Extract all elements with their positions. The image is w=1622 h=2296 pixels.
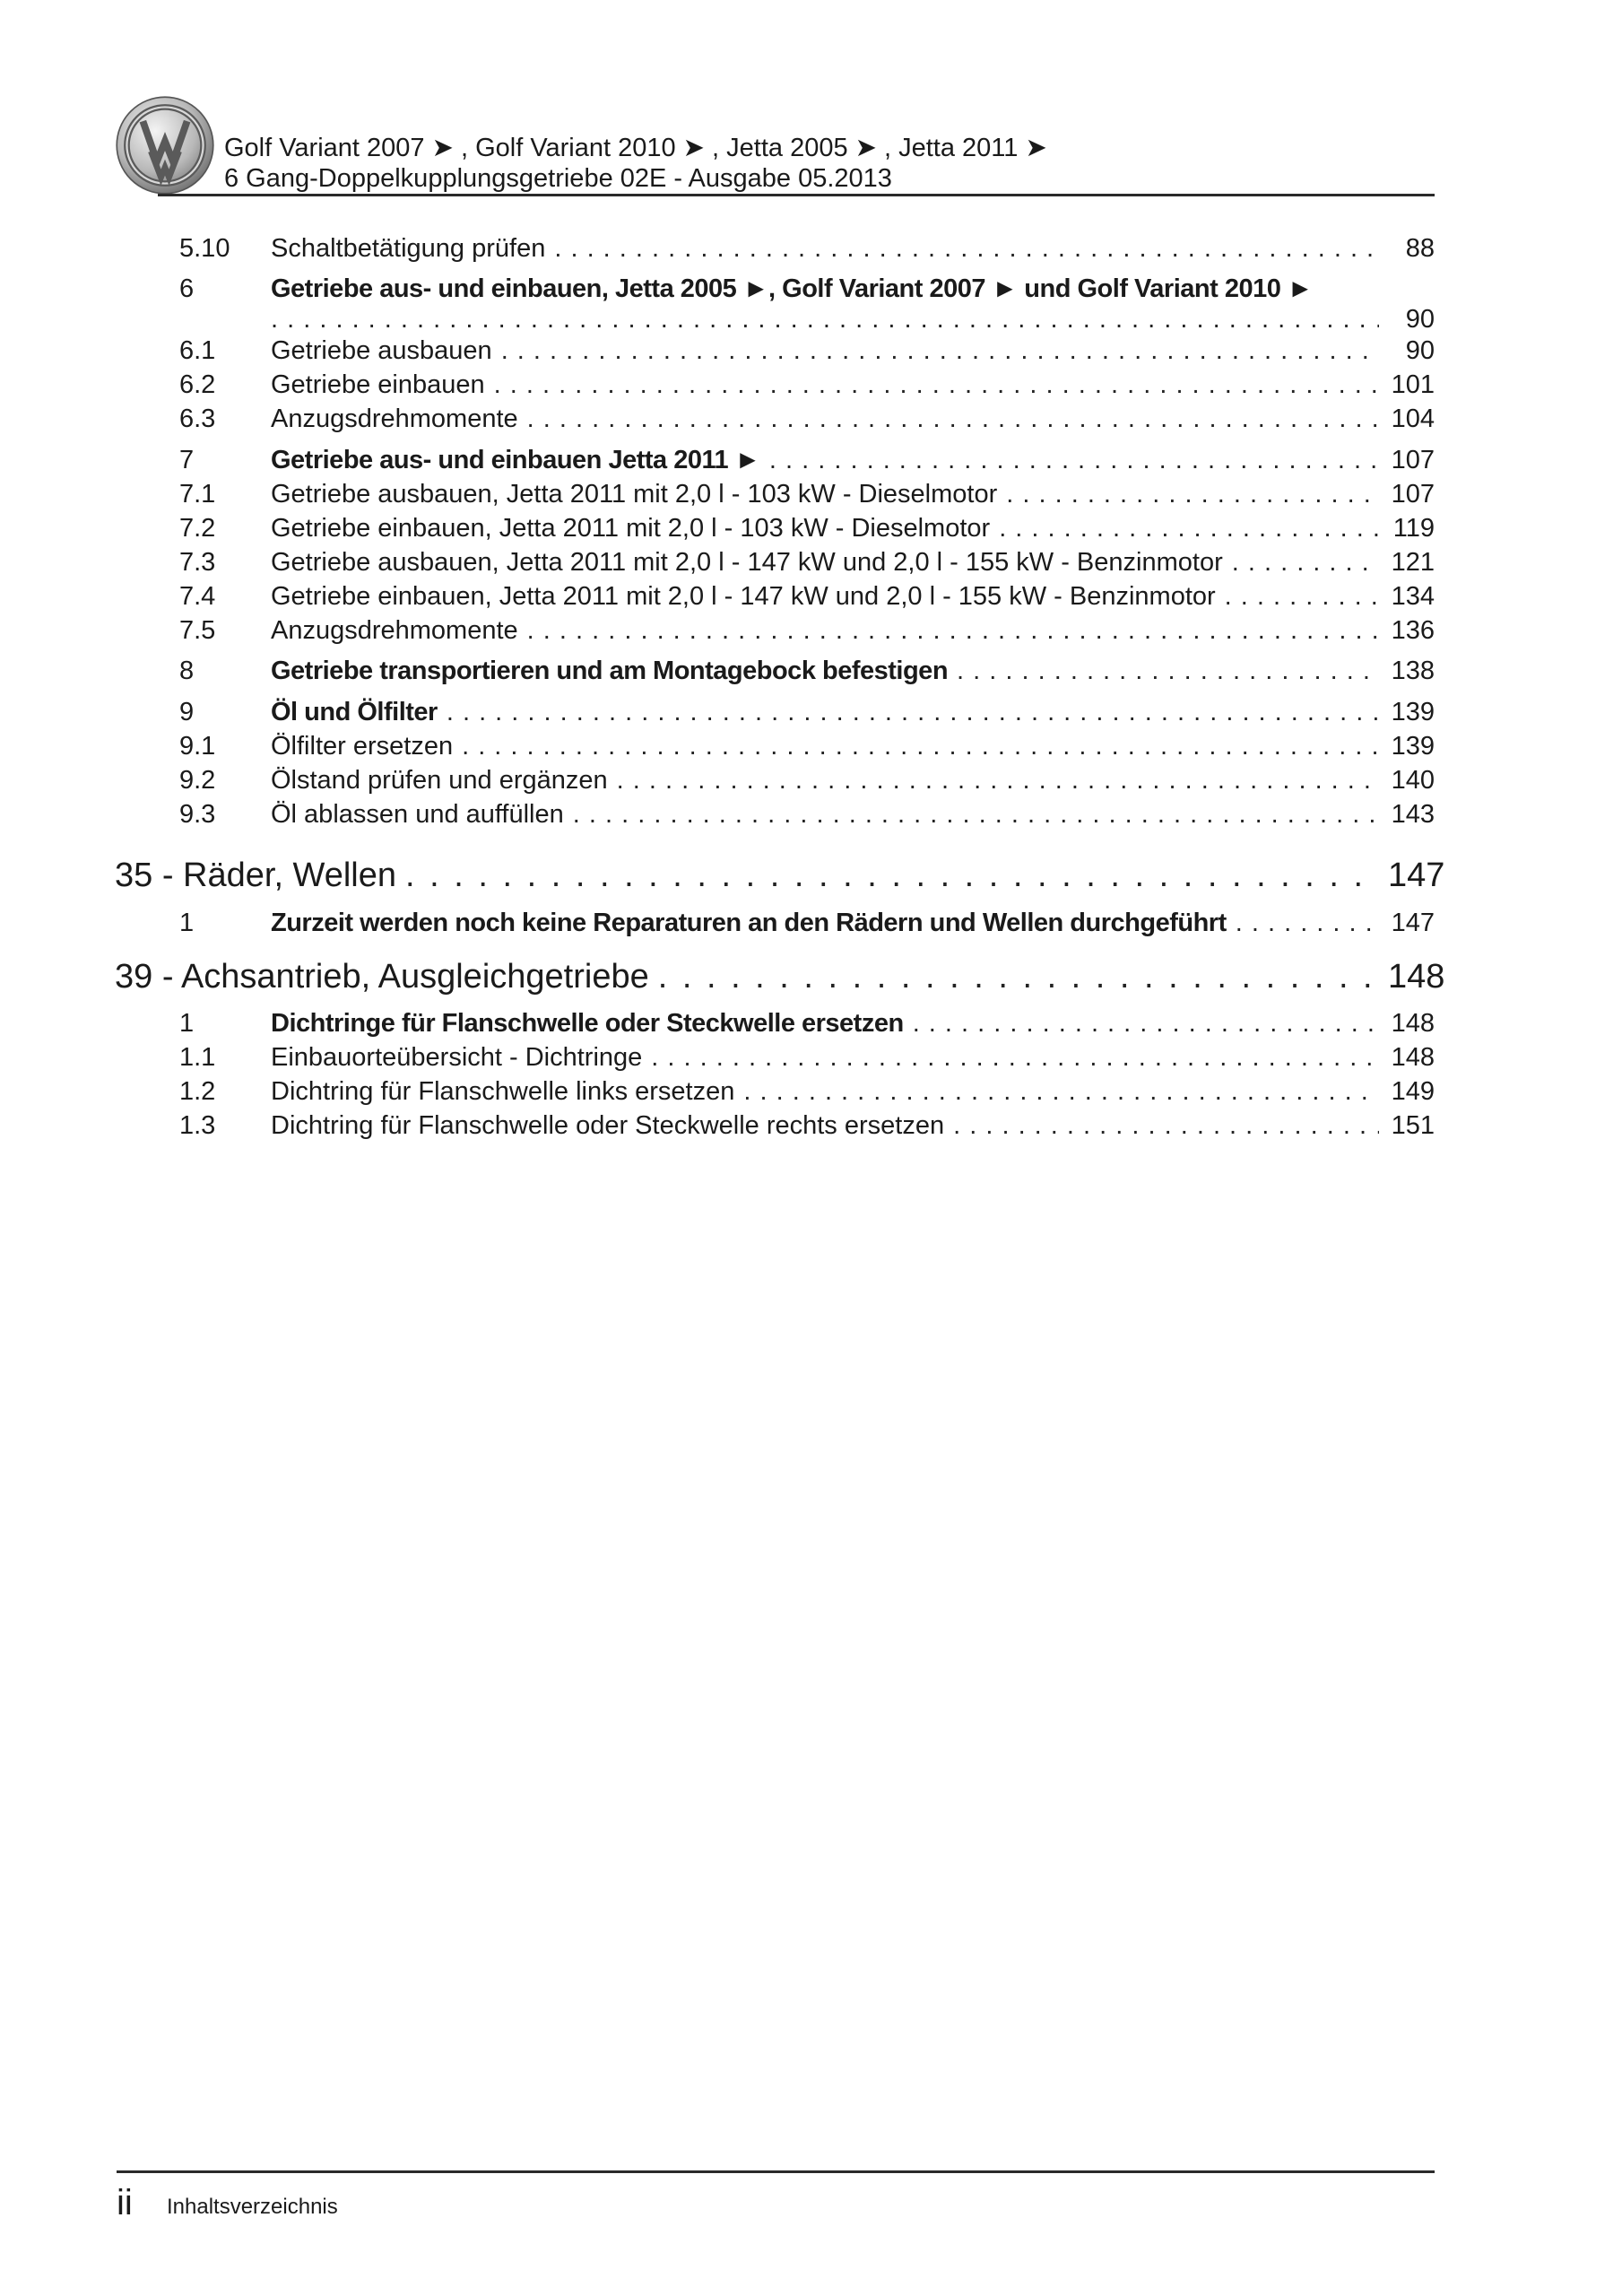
vw-logo-icon (115, 95, 215, 196)
toc-title: Getriebe einbauen, Jetta 2011 mit 2,0 l - 147 kW und 2,0 l - 155 kW - Benzinmotor (271, 582, 1216, 611)
chapter-title: 39 - Achsantrieb, Ausgleichgetriebe (115, 958, 649, 996)
toc-entry[interactable] (179, 334, 1435, 368)
toc-entry[interactable] (179, 443, 1435, 477)
header-subtitle: 6 Gang-Doppelkupplungsgetriebe 02E - Ausgabe 05.2013 (224, 164, 892, 193)
toc-page: 134 (1391, 582, 1435, 611)
toc-title: Getriebe aus- und einbauen Jetta 2011 ► (271, 446, 760, 474)
toc-entry[interactable] (179, 511, 1435, 545)
toc-number: 6.1 (179, 336, 216, 365)
toc-page: 138 (1391, 657, 1435, 685)
toc-page: 140 (1391, 766, 1435, 795)
toc-entry[interactable] (179, 613, 1435, 648)
toc-title: Getriebe ausbauen, Jetta 2011 mit 2,0 l - 103 kW - Dieselmotor (271, 480, 998, 509)
toc-entry[interactable] (179, 906, 1435, 940)
toc-title: Getriebe aus- und einbauen, Jetta 2005 ►, Golf Variant 2007 ► und Golf Variant 2010 ► (271, 274, 1314, 303)
toc-number: 7.3 (179, 548, 216, 577)
toc-number: 7 (179, 446, 195, 474)
toc-number: 1 (179, 1009, 195, 1038)
toc-entry[interactable] (179, 579, 1435, 613)
toc-page: 148 (1391, 1043, 1435, 1072)
toc-page: 107 (1391, 480, 1435, 509)
page-number: ii (117, 2183, 133, 2222)
header-models: Golf Variant 2007 ➤ , Golf Variant 2010 ➤ , Jetta 2005 ➤ , Jetta 2011 ➤ (224, 134, 1047, 162)
footer-section-label: Inhaltsverzeichnis (167, 2195, 338, 2219)
toc-page: 139 (1391, 732, 1435, 761)
toc-page: 143 (1391, 800, 1435, 829)
toc-title: Dichtringe für Flanschwelle oder Steckwelle ersetzen (271, 1009, 904, 1038)
toc-page: 147 (1388, 857, 1445, 894)
toc-page: 104 (1391, 404, 1435, 433)
toc-number: 5.10 (179, 234, 230, 263)
toc-entry[interactable] (179, 1006, 1435, 1040)
toc-number: 9.3 (179, 800, 216, 829)
header-rule (158, 194, 1435, 196)
toc-title: Getriebe einbauen, Jetta 2011 mit 2,0 l - 103 kW - Dieselmotor (271, 514, 991, 543)
toc-entry[interactable] (179, 1040, 1435, 1074)
toc-page: 149 (1391, 1077, 1435, 1106)
toc-number: 6.3 (179, 404, 216, 433)
toc-chapter[interactable] (115, 854, 1445, 897)
toc-title: Öl ablassen und auffüllen (271, 800, 564, 829)
toc-page: 148 (1391, 1009, 1435, 1038)
toc-entry[interactable] (179, 1074, 1435, 1109)
toc-entry[interactable] (179, 654, 1435, 688)
toc-number: 7.2 (179, 514, 216, 543)
toc-title: Ölstand prüfen und ergänzen (271, 766, 608, 795)
toc-page: 151 (1391, 1111, 1435, 1140)
toc-number: 9.1 (179, 732, 216, 761)
toc-title: Zurzeit werden noch keine Reparaturen an den Rädern und Wellen durchgeführt (271, 909, 1227, 937)
toc-title: Anzugsdrehmomente (271, 616, 518, 645)
toc-entry[interactable] (179, 797, 1435, 831)
toc-number: 6.2 (179, 370, 216, 399)
toc-number: 1.3 (179, 1111, 216, 1140)
toc-entry[interactable] (179, 729, 1435, 763)
toc-number: 6 (179, 274, 195, 303)
toc-title: Dichtring für Flanschwelle links ersetzen (271, 1077, 735, 1106)
toc-entry[interactable] (179, 402, 1435, 436)
toc-title: Getriebe einbauen (271, 370, 485, 399)
toc-entry[interactable] (179, 545, 1435, 579)
toc-page: 121 (1391, 548, 1435, 577)
toc-entry[interactable] (179, 231, 1435, 265)
toc-number: 1 (179, 909, 195, 937)
toc-page: 88 (1405, 234, 1435, 263)
toc-entry[interactable] (179, 695, 1435, 729)
toc-chapter[interactable] (115, 955, 1445, 998)
toc-page: 119 (1392, 514, 1435, 543)
toc-number: 8 (179, 657, 195, 685)
toc-entry[interactable] (179, 477, 1435, 511)
toc-entry[interactable] (179, 1109, 1435, 1143)
toc-title: Ölfilter ersetzen (271, 732, 454, 761)
toc-title: Dichtring für Flanschwelle oder Steckwelle rechts ersetzen (271, 1111, 945, 1140)
toc-title: Getriebe transportieren und am Montagebock befestigen (271, 657, 949, 685)
toc-entry[interactable] (179, 272, 1435, 306)
toc-page: 139 (1391, 698, 1435, 726)
toc-number: 9.2 (179, 766, 216, 795)
toc-number: 9 (179, 698, 195, 726)
toc-page: 90 (1405, 336, 1435, 365)
toc-number: 7.4 (179, 582, 216, 611)
toc-title: Getriebe ausbauen (271, 336, 492, 365)
toc-entry[interactable] (179, 368, 1435, 402)
toc-page: 147 (1391, 909, 1435, 937)
toc-entry-continuation (179, 302, 1435, 336)
toc-page: 101 (1391, 370, 1435, 399)
toc-page: 136 (1391, 616, 1435, 645)
toc-number: 7.1 (179, 480, 216, 509)
toc-number: 7.5 (179, 616, 216, 645)
toc-page: 90 (1405, 305, 1435, 334)
toc-page: 148 (1388, 958, 1445, 996)
toc-title: Öl und Ölfilter (271, 698, 438, 726)
toc-title: Schaltbetätigung prüfen (271, 234, 546, 263)
toc-title: Anzugsdrehmomente (271, 404, 518, 433)
footer-rule (117, 2170, 1435, 2173)
chapter-title: 35 - Räder, Wellen (115, 857, 397, 894)
toc-page: 107 (1391, 446, 1435, 474)
toc-number: 1.2 (179, 1077, 216, 1106)
toc-title: Getriebe ausbauen, Jetta 2011 mit 2,0 l - 147 kW und 2,0 l - 155 kW - Benzinmotor (271, 548, 1223, 577)
toc-number: 1.1 (179, 1043, 216, 1072)
toc-title: Einbauorteübersicht - Dichtringe (271, 1043, 643, 1072)
toc-entry[interactable] (179, 763, 1435, 797)
